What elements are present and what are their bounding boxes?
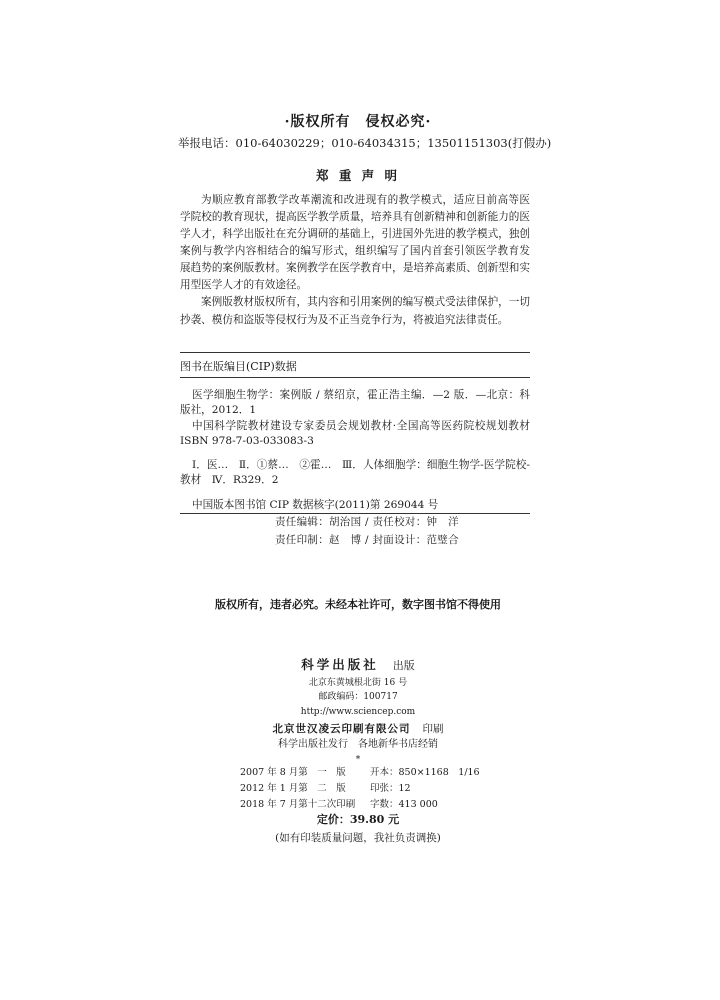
price: 定价：39.80 元 xyxy=(316,813,400,826)
printer-role: 印刷 xyxy=(422,723,444,735)
report-hotline: 举报电话：010-64030229；010-64034315；13501151303(打假办) xyxy=(178,136,552,150)
paragraph-line: 案例版教材版权所有，其内容和引用案例的编写模式受法律保护，一切 xyxy=(201,296,530,308)
copyright-notice: ·版权所有 侵权必究· xyxy=(284,114,432,130)
paragraph-line: 学院校的教育现状，提高医学教学质量，培养具有创新精神和创新能力的医 xyxy=(180,211,530,223)
paragraph-line: 抄袭、模仿和盗版等侵权行为及不正当竞争行为，将被追究法律责任。 xyxy=(180,314,509,326)
cip-line: 中国科学院教材建设专家委员会规划教材·全国高等医药院校规划教材 xyxy=(192,420,530,432)
cip-line: Ⅰ．医… Ⅱ．①蔡… ②霍… Ⅲ．人体细胞学：细胞生物学-医学院校- xyxy=(192,459,530,471)
publisher-website: http://www.sciencep.com xyxy=(300,707,416,717)
publisher-line xyxy=(0,657,716,673)
production-credits: 责任印制：赵 博 / 封面设计：范璧合 xyxy=(275,534,459,546)
paragraph-line: 案例与教学内容相结合的编写形式，组织编写了国内首套引领医学教育发 xyxy=(180,245,530,257)
edition-spec: 开本：850×1168 1/16 xyxy=(370,767,480,778)
digital-library-notice: 版权所有，违者必究。未经本社许可，数字图书馆不得使用 xyxy=(215,598,501,611)
paragraph-line: 为顺应教育部教学改革潮流和改进现有的教学模式，适应目前高等医 xyxy=(201,194,530,206)
paragraph-line: 展趋势的案例版教材。案例教学在医学教育中，是培养高素质、创新型和实 xyxy=(180,262,530,274)
printer-line xyxy=(0,722,716,736)
statement-title: 郑 重 声 明 xyxy=(315,168,401,183)
paragraph-line: 学人才，科学出版社在充分调研的基础上，引进国外先进的教学模式，独创 xyxy=(180,228,530,240)
cip-line: 教材 Ⅳ．R329．2 xyxy=(180,474,279,486)
publisher-role: 出版 xyxy=(392,659,415,672)
publisher-name: 科学出版社 xyxy=(301,657,379,672)
edition-spec: 字数：413 000 xyxy=(370,799,438,810)
cip-title: 图书在版编目(CIP)数据 xyxy=(180,360,297,373)
edition-date: 2012 年 1 月第 二 版 xyxy=(240,783,346,794)
edition-spec: 印张：12 xyxy=(370,783,411,794)
publisher-address: 北京东黄城根北街 16 号 xyxy=(308,678,408,688)
distribution-line: 科学出版社发行 各地新华书店经销 xyxy=(278,739,438,750)
cip-bottom-rule xyxy=(180,513,530,514)
quality-note: (如有印装质量问题，我社负责调换) xyxy=(275,832,441,844)
editor-credits: 责任编辑：胡治国 / 责任校对：钟 洋 xyxy=(275,516,459,528)
cip-top-rule xyxy=(180,352,530,353)
printer-name: 北京世汉凌云印刷有限公司 xyxy=(272,723,411,735)
cip-line: ISBN 978-7-03-033083-3 xyxy=(180,435,314,447)
cip-record-number: 中国版本图书馆 CIP 数据核字(2011)第 269044 号 xyxy=(192,499,439,511)
publisher-postcode: 邮政编码：100717 xyxy=(318,692,398,702)
cip-line: 医学细胞生物学：案例版 / 蔡绍京，霍正浩主编．—2 版．—北京：科 xyxy=(192,389,530,401)
cip-title-rule xyxy=(180,377,530,378)
paragraph-line: 用型医学人才的有效途径。 xyxy=(180,279,308,291)
edition-date: 2007 年 8 月第 一 版 xyxy=(240,767,346,778)
cip-line: 版社，2012．1 xyxy=(180,404,257,416)
separator-star: * xyxy=(355,755,361,765)
edition-date: 2018 年 7 月第十二次印刷 xyxy=(240,799,356,810)
